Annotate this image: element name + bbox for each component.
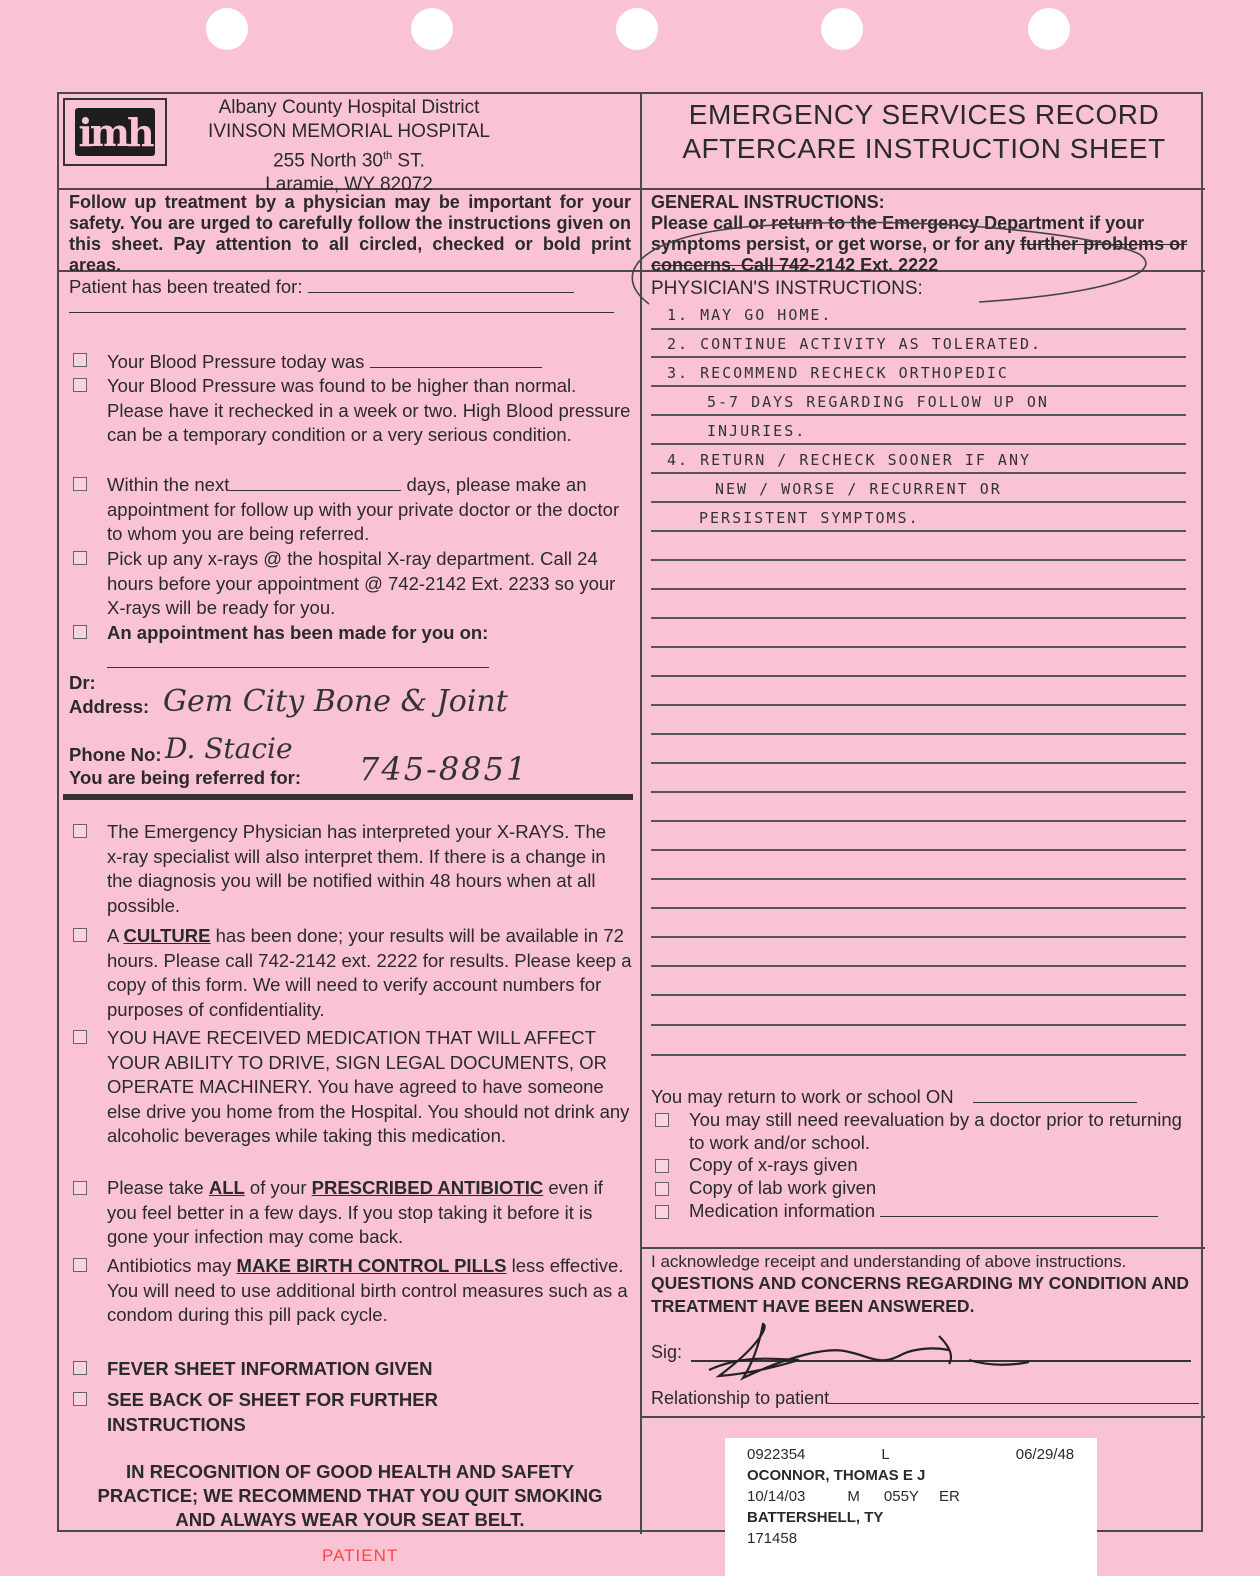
instruction-line bbox=[651, 530, 1186, 532]
checkbox-xray-pickup[interactable] bbox=[73, 551, 87, 565]
patient-label bbox=[725, 1438, 1097, 1576]
checkbox-bp-high[interactable] bbox=[73, 378, 87, 392]
treated-for-field-line-2[interactable] bbox=[69, 312, 614, 313]
instruction-line bbox=[651, 1024, 1186, 1026]
reevaluation-item: You may still need reevaluation by a doctor prior to returning to work and/or school. bbox=[689, 1109, 1182, 1153]
checkbox-copy-xrays[interactable] bbox=[655, 1159, 669, 1173]
right-section-divider bbox=[642, 1416, 1205, 1418]
bp-today-item: Your Blood Pressure today was bbox=[107, 350, 632, 375]
acknowledge-text: I acknowledge receipt and understanding of above instructions. bbox=[651, 1252, 1127, 1271]
medication-info-item: Medication information bbox=[689, 1200, 1158, 1222]
phone-name-handwriting: D. Stacie bbox=[165, 732, 293, 765]
punch-hole bbox=[1028, 8, 1070, 50]
checkbox-within-next[interactable] bbox=[73, 477, 87, 491]
hospital-street: 255 North 30th ST. bbox=[273, 150, 425, 172]
birth-control-item: Antibiotics may MAKE BIRTH CONTROL PILLS less effective. You will need to use additional birth control measures such as a condom during this pill pack cycle. bbox=[107, 1255, 628, 1325]
address-handwriting: Gem City Bone & Joint bbox=[163, 684, 508, 719]
general-text: Please call or return to the Emergency Department if your symptoms persist, or get worse, or for any further problems or concerns. Call 742-2142 Ext. 2222 bbox=[651, 213, 1188, 275]
xray-interpret-item: The Emergency Physician has interpreted your X-RAYS. The x-ray specialist will also interpret them. If there is a change in the diagnosis you will be notified within 48 hours when at all possible. bbox=[107, 821, 607, 916]
instruction-line bbox=[651, 328, 1186, 330]
physician-instruction-5: INJURIES. bbox=[707, 422, 807, 440]
account-number: 171458 bbox=[747, 1530, 798, 1547]
checkbox-birth-control[interactable] bbox=[73, 1258, 87, 1272]
instruction-line bbox=[651, 733, 1186, 735]
copy-xrays-item: Copy of x-rays given bbox=[689, 1154, 858, 1175]
instruction-line bbox=[651, 791, 1186, 793]
dr-label: Dr: bbox=[69, 672, 96, 693]
instruction-line bbox=[651, 472, 1186, 474]
instruction-line bbox=[651, 704, 1186, 706]
punch-hole bbox=[206, 8, 248, 50]
punch-hole bbox=[821, 8, 863, 50]
instruction-line bbox=[651, 646, 1186, 648]
copy-lab-item: Copy of lab work given bbox=[689, 1177, 877, 1198]
see-back-item: SEE BACK OF SHEET FOR FURTHER INSTRUCTIONS bbox=[107, 1389, 438, 1435]
antibiotic-item: Please take ALL of your PRESCRIBED ANTIBIOTIC even if you feel better in a few days. If you stop taking it before it is gone your infection may come back. bbox=[107, 1177, 603, 1247]
instruction-line bbox=[651, 443, 1186, 445]
instruction-line bbox=[651, 414, 1186, 416]
title-line-2: AFTERCARE INSTRUCTION SHEET bbox=[682, 133, 1166, 164]
checkbox-fever-sheet[interactable] bbox=[73, 1361, 87, 1375]
physician-instruction-8: PERSISTENT SYMPTOMS. bbox=[699, 509, 920, 527]
checkbox-bp-today[interactable] bbox=[73, 353, 87, 367]
relationship-item: Relationship to patient bbox=[651, 1388, 1199, 1409]
signature-scribble bbox=[699, 1316, 1039, 1386]
patient-label-row-1: 0922354 L 06/29/48 bbox=[747, 1446, 1075, 1463]
physician-instruction-3: 3. RECOMMEND RECHECK ORTHOPEDIC bbox=[667, 364, 1009, 382]
recognition-notice: IN RECOGNITION OF GOOD HEALTH AND SAFETY PRACTICE; WE RECOMMEND THAT YOU QUIT SMOKING AND ALWAYS WEAR YOUR SEAT BELT. bbox=[97, 1461, 603, 1530]
bp-high-item: Your Blood Pressure was found to be higher than normal. Please have it rechecked in a week or two. High Blood pressure can be a temporary condition or a very serious condition. bbox=[107, 375, 631, 445]
instruction-line bbox=[651, 936, 1186, 938]
within-days-field[interactable] bbox=[229, 490, 401, 491]
address-label: Address: bbox=[69, 696, 150, 717]
instruction-line bbox=[651, 675, 1186, 677]
culture-item: A CULTURE has been done; your results will be available in 72 hours. Please call 742-2142 ext. 2222 for results. Please keep a copy of this form. We will need to verify account numbers for purposes of confidentiality. bbox=[107, 925, 632, 1020]
questions-answered-text: QUESTIONS AND CONCERNS REGARDING MY CONDITION AND TREATMENT HAVE BEEN ANSWERED. bbox=[651, 1273, 1189, 1316]
instruction-line bbox=[651, 501, 1186, 503]
return-work-date-field[interactable] bbox=[973, 1102, 1137, 1103]
instruction-line bbox=[651, 762, 1186, 764]
physician-instruction-7: NEW / WORSE / RECURRENT OR bbox=[715, 480, 1002, 498]
signature-label: Sig: bbox=[651, 1342, 683, 1362]
checkbox-see-back[interactable] bbox=[73, 1392, 87, 1406]
medication-info-field[interactable] bbox=[880, 1216, 1158, 1217]
treated-for-label: Patient has been treated for: bbox=[69, 276, 574, 298]
phone-label: Phone No: bbox=[69, 744, 162, 765]
checkbox-medication-info[interactable] bbox=[655, 1205, 669, 1219]
physician-instruction-1: 1. MAY GO HOME. bbox=[667, 306, 833, 324]
within-next-item: Within the next days, please make an appointment for follow up with your private doctor or the doctor to whom you are being referred. bbox=[107, 474, 620, 544]
follow-up-notice: Follow up treatment by a physician may be important for your safety. You are urged to carefully follow the instructions given on this sheet. Pay attention to all circled, checked or bold print areas. bbox=[69, 192, 631, 275]
checkbox-copy-lab[interactable] bbox=[655, 1182, 669, 1196]
copy-designation: PATIENT bbox=[322, 1546, 399, 1565]
general-heading: GENERAL INSTRUCTIONS: bbox=[651, 192, 885, 212]
return-work-item: You may return to work or school ON bbox=[651, 1086, 1137, 1108]
physician-heading: PHYSICIAN'S INSTRUCTIONS: bbox=[651, 278, 923, 299]
referred-label: You are being referred for: bbox=[69, 767, 301, 788]
xray-pickup-item: Pick up any x-rays @ the hospital X-ray department. Call 24 hours before your appointment @ 742-2142 Ext. 2233 so your X-rays will be ready for you. bbox=[107, 548, 616, 618]
relationship-field[interactable] bbox=[829, 1403, 1199, 1404]
patient-name: OCONNOR, THOMAS E J bbox=[747, 1467, 926, 1484]
checkbox-appointment[interactable] bbox=[73, 625, 87, 639]
hospital-district: Albany County Hospital District bbox=[218, 97, 480, 118]
checkbox-culture[interactable] bbox=[73, 928, 87, 942]
physician-instruction-6: 4. RETURN / RECHECK SOONER IF ANY bbox=[667, 451, 1032, 469]
fever-sheet-item: FEVER SHEET INFORMATION GIVEN bbox=[107, 1358, 433, 1379]
appointment-date-field[interactable] bbox=[107, 667, 489, 668]
instruction-line bbox=[651, 907, 1186, 909]
right-section-divider bbox=[642, 1247, 1205, 1249]
checkbox-reevaluation[interactable] bbox=[655, 1113, 669, 1127]
title-line-1: EMERGENCY SERVICES RECORD bbox=[688, 99, 1160, 130]
appointment-item: An appointment has been made for you on: bbox=[107, 622, 489, 643]
phone-number-handwriting: 745-8851 bbox=[359, 750, 529, 788]
patient-label-row-3: 10/14/03 M 055Y ER bbox=[747, 1488, 960, 1505]
instruction-line bbox=[651, 994, 1186, 996]
hospital-name: IVINSON MEMORIAL HOSPITAL bbox=[208, 121, 490, 142]
instruction-line bbox=[651, 849, 1186, 851]
aftercare-form bbox=[57, 92, 1203, 1547]
checkbox-antibiotic[interactable] bbox=[73, 1181, 87, 1195]
medication-item: YOU HAVE RECEIVED MEDICATION THAT WILL AFFECT YOUR ABILITY TO DRIVE, SIGN LEGAL DOCUMENTS, OR OPERATE MACHINERY. You have agreed to have someone else drive you home from the Hospital. You should not drink any alcoholic beverages while taking this medication. bbox=[107, 1027, 630, 1146]
punch-hole bbox=[411, 8, 453, 50]
logo-mark: imh bbox=[75, 108, 155, 156]
instruction-line bbox=[651, 385, 1186, 387]
instruction-line bbox=[651, 356, 1186, 358]
physician-instruction-4: 5-7 DAYS REGARDING FOLLOW UP ON bbox=[707, 393, 1049, 411]
bp-today-field[interactable] bbox=[370, 367, 542, 368]
physician-name: BATTERSHELL, TY bbox=[747, 1509, 884, 1526]
checkbox-medication[interactable] bbox=[73, 1030, 87, 1044]
instruction-line bbox=[651, 878, 1186, 880]
instruction-line bbox=[651, 820, 1186, 822]
punch-hole bbox=[616, 8, 658, 50]
hospital-info bbox=[179, 96, 519, 197]
hospital-city: Laramie, WY 82072 bbox=[265, 174, 433, 196]
instruction-line bbox=[651, 588, 1186, 590]
hospital-logo bbox=[63, 98, 167, 166]
thick-divider bbox=[63, 794, 633, 800]
checkbox-xray-interpret[interactable] bbox=[73, 824, 87, 838]
physician-instruction-2: 2. CONTINUE ACTIVITY AS TOLERATED. bbox=[667, 335, 1043, 353]
instruction-line bbox=[651, 559, 1186, 561]
treated-for-field[interactable] bbox=[308, 292, 574, 293]
instruction-line bbox=[651, 617, 1186, 619]
instruction-line bbox=[651, 1054, 1186, 1056]
instruction-line bbox=[651, 965, 1186, 967]
